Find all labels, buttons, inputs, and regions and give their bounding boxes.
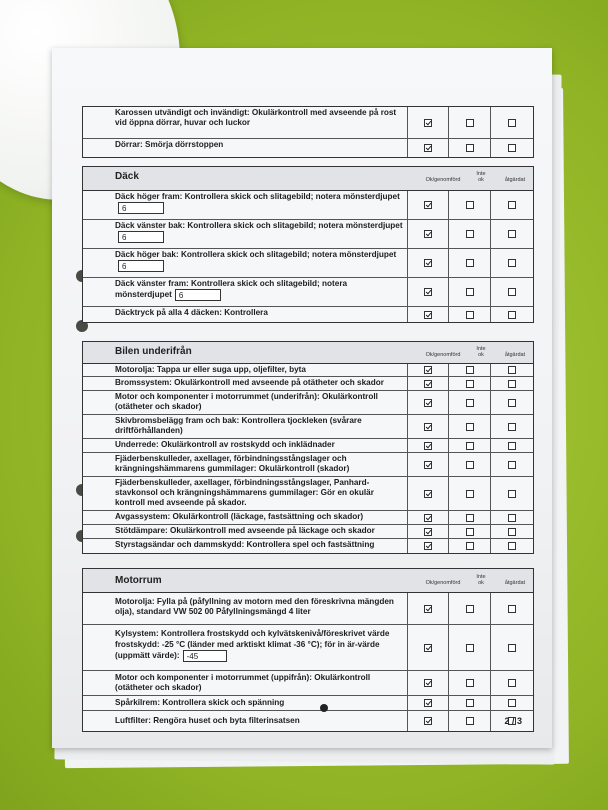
inte-ok-checkbox[interactable] <box>466 605 474 613</box>
row-text: Fjäderbenskulleder, axellager, förbindningsstångslager och krängningshämmarens gummilager: Okulärkontroll (skador) <box>83 453 408 476</box>
row-text: Skivbromsbelägg fram och bak: Kontrollera tjockleken (svårare driftförhållanden) <box>83 415 408 438</box>
ok-checkbox[interactable] <box>424 679 432 687</box>
ok-checkbox[interactable] <box>424 366 432 374</box>
coolant-value-field[interactable]: -45 <box>183 650 227 662</box>
row-text: Karossen utvändigt och invändigt: Okulärkontroll med avseende på rost vid öppna dörrar, huvar och luckor <box>83 107 408 138</box>
ok-checkbox[interactable] <box>424 699 432 707</box>
atgardat-checkbox[interactable] <box>508 201 516 209</box>
table-row <box>83 539 533 553</box>
tread-depth-field[interactable]: 6 <box>118 231 164 243</box>
atgardat-checkbox[interactable] <box>508 399 516 407</box>
inte-ok-checkbox[interactable] <box>466 542 474 550</box>
table-row <box>83 511 533 525</box>
table-row <box>83 696 533 711</box>
section-title: Motorrum <box>115 575 162 586</box>
atgardat-checkbox[interactable] <box>508 119 516 127</box>
atgardat-checkbox[interactable] <box>508 542 516 550</box>
ok-checkbox[interactable] <box>424 119 432 127</box>
row-text: Däcktryck på alla 4 däcken: Kontrollera <box>83 307 408 322</box>
row-text: Däck vänster bak: Kontrollera skick och slitagebild; notera mönsterdjupet <box>115 221 403 230</box>
inte-ok-checkbox[interactable] <box>466 288 474 296</box>
table-row <box>83 453 533 477</box>
table-row <box>83 391 533 415</box>
checklist-page <box>52 48 552 748</box>
tread-depth-field[interactable]: 6 <box>175 289 221 301</box>
atgardat-checkbox[interactable] <box>508 311 516 319</box>
ok-checkbox[interactable] <box>424 514 432 522</box>
section-header <box>83 167 533 191</box>
inte-ok-checkbox[interactable] <box>466 679 474 687</box>
ok-checkbox[interactable] <box>424 288 432 296</box>
row-text: Luftfilter: Rengöra huset och byta filterinsatsen <box>83 711 408 731</box>
section-title: Bilen underifrån <box>115 346 192 357</box>
ok-checkbox[interactable] <box>424 528 432 536</box>
table-row <box>83 525 533 539</box>
atgardat-checkbox[interactable] <box>508 230 516 238</box>
ink-dot <box>320 704 328 712</box>
ok-checkbox[interactable] <box>424 144 432 152</box>
section-bilen-underifran <box>82 341 534 554</box>
table-row <box>83 220 533 249</box>
page-number: 2 / 3 <box>504 716 522 726</box>
ok-checkbox[interactable] <box>424 399 432 407</box>
inte-ok-checkbox[interactable] <box>466 311 474 319</box>
table-row <box>83 364 533 377</box>
table-row <box>83 593 533 625</box>
ok-checkbox[interactable] <box>424 380 432 388</box>
table-row <box>83 278 533 307</box>
ok-checkbox[interactable] <box>424 423 432 431</box>
row-text: Motor och komponenter i motorrummet (underifrån): Okulärkontroll (otätheter och skador) <box>83 391 408 414</box>
ok-checkbox[interactable] <box>424 605 432 613</box>
section-header <box>83 342 533 364</box>
row-text: Spårkilrem: Kontrollera skick och spänning <box>83 696 408 710</box>
atgardat-checkbox[interactable] <box>508 605 516 613</box>
atgardat-checkbox[interactable] <box>508 528 516 536</box>
tread-depth-field[interactable]: 6 <box>118 202 164 214</box>
table-row <box>83 249 533 278</box>
col-header-atgardat: åtgärdat <box>504 580 526 586</box>
col-header-inte-ok: Inte ok <box>476 574 486 586</box>
ok-checkbox[interactable] <box>424 490 432 498</box>
inte-ok-checkbox[interactable] <box>466 259 474 267</box>
ok-checkbox[interactable] <box>424 201 432 209</box>
row-text: Kylsystem: Kontrollera frostskydd och kylvätskenivå/föreskrivet värde frostskydd: -25 °C (länder med arktiskt klimat -36 °C); för in är-värde (uppmätt värde): <box>115 629 390 661</box>
atgardat-checkbox[interactable] <box>508 644 516 652</box>
table-row <box>83 711 533 731</box>
row-text: Underrede: Okulärkontroll av rostskydd och inklädnader <box>83 439 408 452</box>
row-text: Motorolja: Tappa ur eller suga upp, oljefilter, byta <box>83 364 408 376</box>
inte-ok-checkbox[interactable] <box>466 380 474 388</box>
row-text: Avgassystem: Okulärkontroll (läckage, fastsättning och skador) <box>83 511 408 524</box>
atgardat-checkbox[interactable] <box>508 144 516 152</box>
row-text: Däck höger fram: Kontrollera skick och slitagebild; notera mönsterdjupet <box>115 192 400 201</box>
col-header-ok: Ok/genomförd <box>425 580 461 586</box>
table-row <box>83 415 533 439</box>
ok-checkbox[interactable] <box>424 461 432 469</box>
atgardat-checkbox[interactable] <box>508 380 516 388</box>
atgardat-checkbox[interactable] <box>508 288 516 296</box>
row-text: Motor och komponenter i motorrummet (uppifrån): Okulärkontroll (otätheter och skador) <box>83 671 408 695</box>
col-header-ok: Ok/genomförd <box>425 177 461 183</box>
inte-ok-checkbox[interactable] <box>466 442 474 450</box>
col-header-inte-ok: Inte ok <box>476 171 486 183</box>
inte-ok-checkbox[interactable] <box>466 201 474 209</box>
atgardat-checkbox[interactable] <box>508 366 516 374</box>
inte-ok-checkbox[interactable] <box>466 144 474 152</box>
row-text: Däck höger bak: Kontrollera skick och slitagebild; notera mönsterdjupet <box>115 250 397 259</box>
col-header-inte-ok: Inte ok <box>476 346 486 358</box>
inte-ok-checkbox[interactable] <box>466 528 474 536</box>
section-dack <box>82 166 534 323</box>
atgardat-checkbox[interactable] <box>508 490 516 498</box>
inte-ok-checkbox[interactable] <box>466 230 474 238</box>
section-title: Däck <box>115 171 139 182</box>
inte-ok-checkbox[interactable] <box>466 490 474 498</box>
atgardat-checkbox[interactable] <box>508 461 516 469</box>
section-header <box>83 569 533 593</box>
atgardat-checkbox[interactable] <box>508 442 516 450</box>
inte-ok-checkbox[interactable] <box>466 514 474 522</box>
table-row <box>83 139 533 157</box>
table-row <box>83 477 533 511</box>
inte-ok-checkbox[interactable] <box>466 461 474 469</box>
table-row <box>83 439 533 453</box>
inte-ok-checkbox[interactable] <box>466 644 474 652</box>
atgardat-checkbox[interactable] <box>508 699 516 707</box>
ok-checkbox[interactable] <box>424 230 432 238</box>
row-text: Dörrar: Smörja dörrstoppen <box>83 139 408 157</box>
table-row <box>83 191 533 220</box>
col-header-atgardat: åtgärdat <box>504 177 526 183</box>
atgardat-checkbox[interactable] <box>508 259 516 267</box>
section-motorrum <box>82 568 534 732</box>
inte-ok-checkbox[interactable] <box>466 717 474 725</box>
atgardat-checkbox[interactable] <box>508 514 516 522</box>
ok-checkbox[interactable] <box>424 644 432 652</box>
section-karossen <box>82 106 534 158</box>
inte-ok-checkbox[interactable] <box>466 119 474 127</box>
row-text: Fjäderbenskulleder, axellager, förbindningsstångslager, Panhard-stavkonsol och krängningshämmarens gummilager: Gör en okulär kontroll med avseende på skador. <box>83 477 408 510</box>
atgardat-checkbox[interactable] <box>508 423 516 431</box>
inte-ok-checkbox[interactable] <box>466 699 474 707</box>
col-header-ok: Ok/genomförd <box>425 352 461 358</box>
table-row <box>83 307 533 322</box>
row-text: Bromssystem: Okulärkontroll med avseende på otätheter och skador <box>83 377 408 390</box>
ok-checkbox[interactable] <box>424 717 432 725</box>
inte-ok-checkbox[interactable] <box>466 423 474 431</box>
ok-checkbox[interactable] <box>424 542 432 550</box>
row-text: Styrstagsändar och dammskydd: Kontrollera spel och fastsättning <box>83 539 408 553</box>
tread-depth-field[interactable]: 6 <box>118 260 164 272</box>
table-row <box>83 625 533 671</box>
ok-checkbox[interactable] <box>424 259 432 267</box>
table-row <box>83 671 533 696</box>
row-text: Däck vänster fram: Kontrollera skick och slitagebild; notera mönsterdjupet <box>115 279 348 300</box>
row-text: Stötdämpare: Okulärkontroll med avseende på läckage och skador <box>83 525 408 538</box>
row-text: Motorolja: Fylla på (påfyllning av motorn med den föreskrivna mängden olja), standard VW 502 00 Påfyllningsmängd 4 liter <box>83 593 408 624</box>
ok-checkbox[interactable] <box>424 311 432 319</box>
atgardat-checkbox[interactable] <box>508 679 516 687</box>
ok-checkbox[interactable] <box>424 442 432 450</box>
table-row <box>83 377 533 391</box>
table-row <box>83 107 533 139</box>
inte-ok-checkbox[interactable] <box>466 366 474 374</box>
col-header-atgardat: åtgärdat <box>504 352 526 358</box>
inte-ok-checkbox[interactable] <box>466 399 474 407</box>
